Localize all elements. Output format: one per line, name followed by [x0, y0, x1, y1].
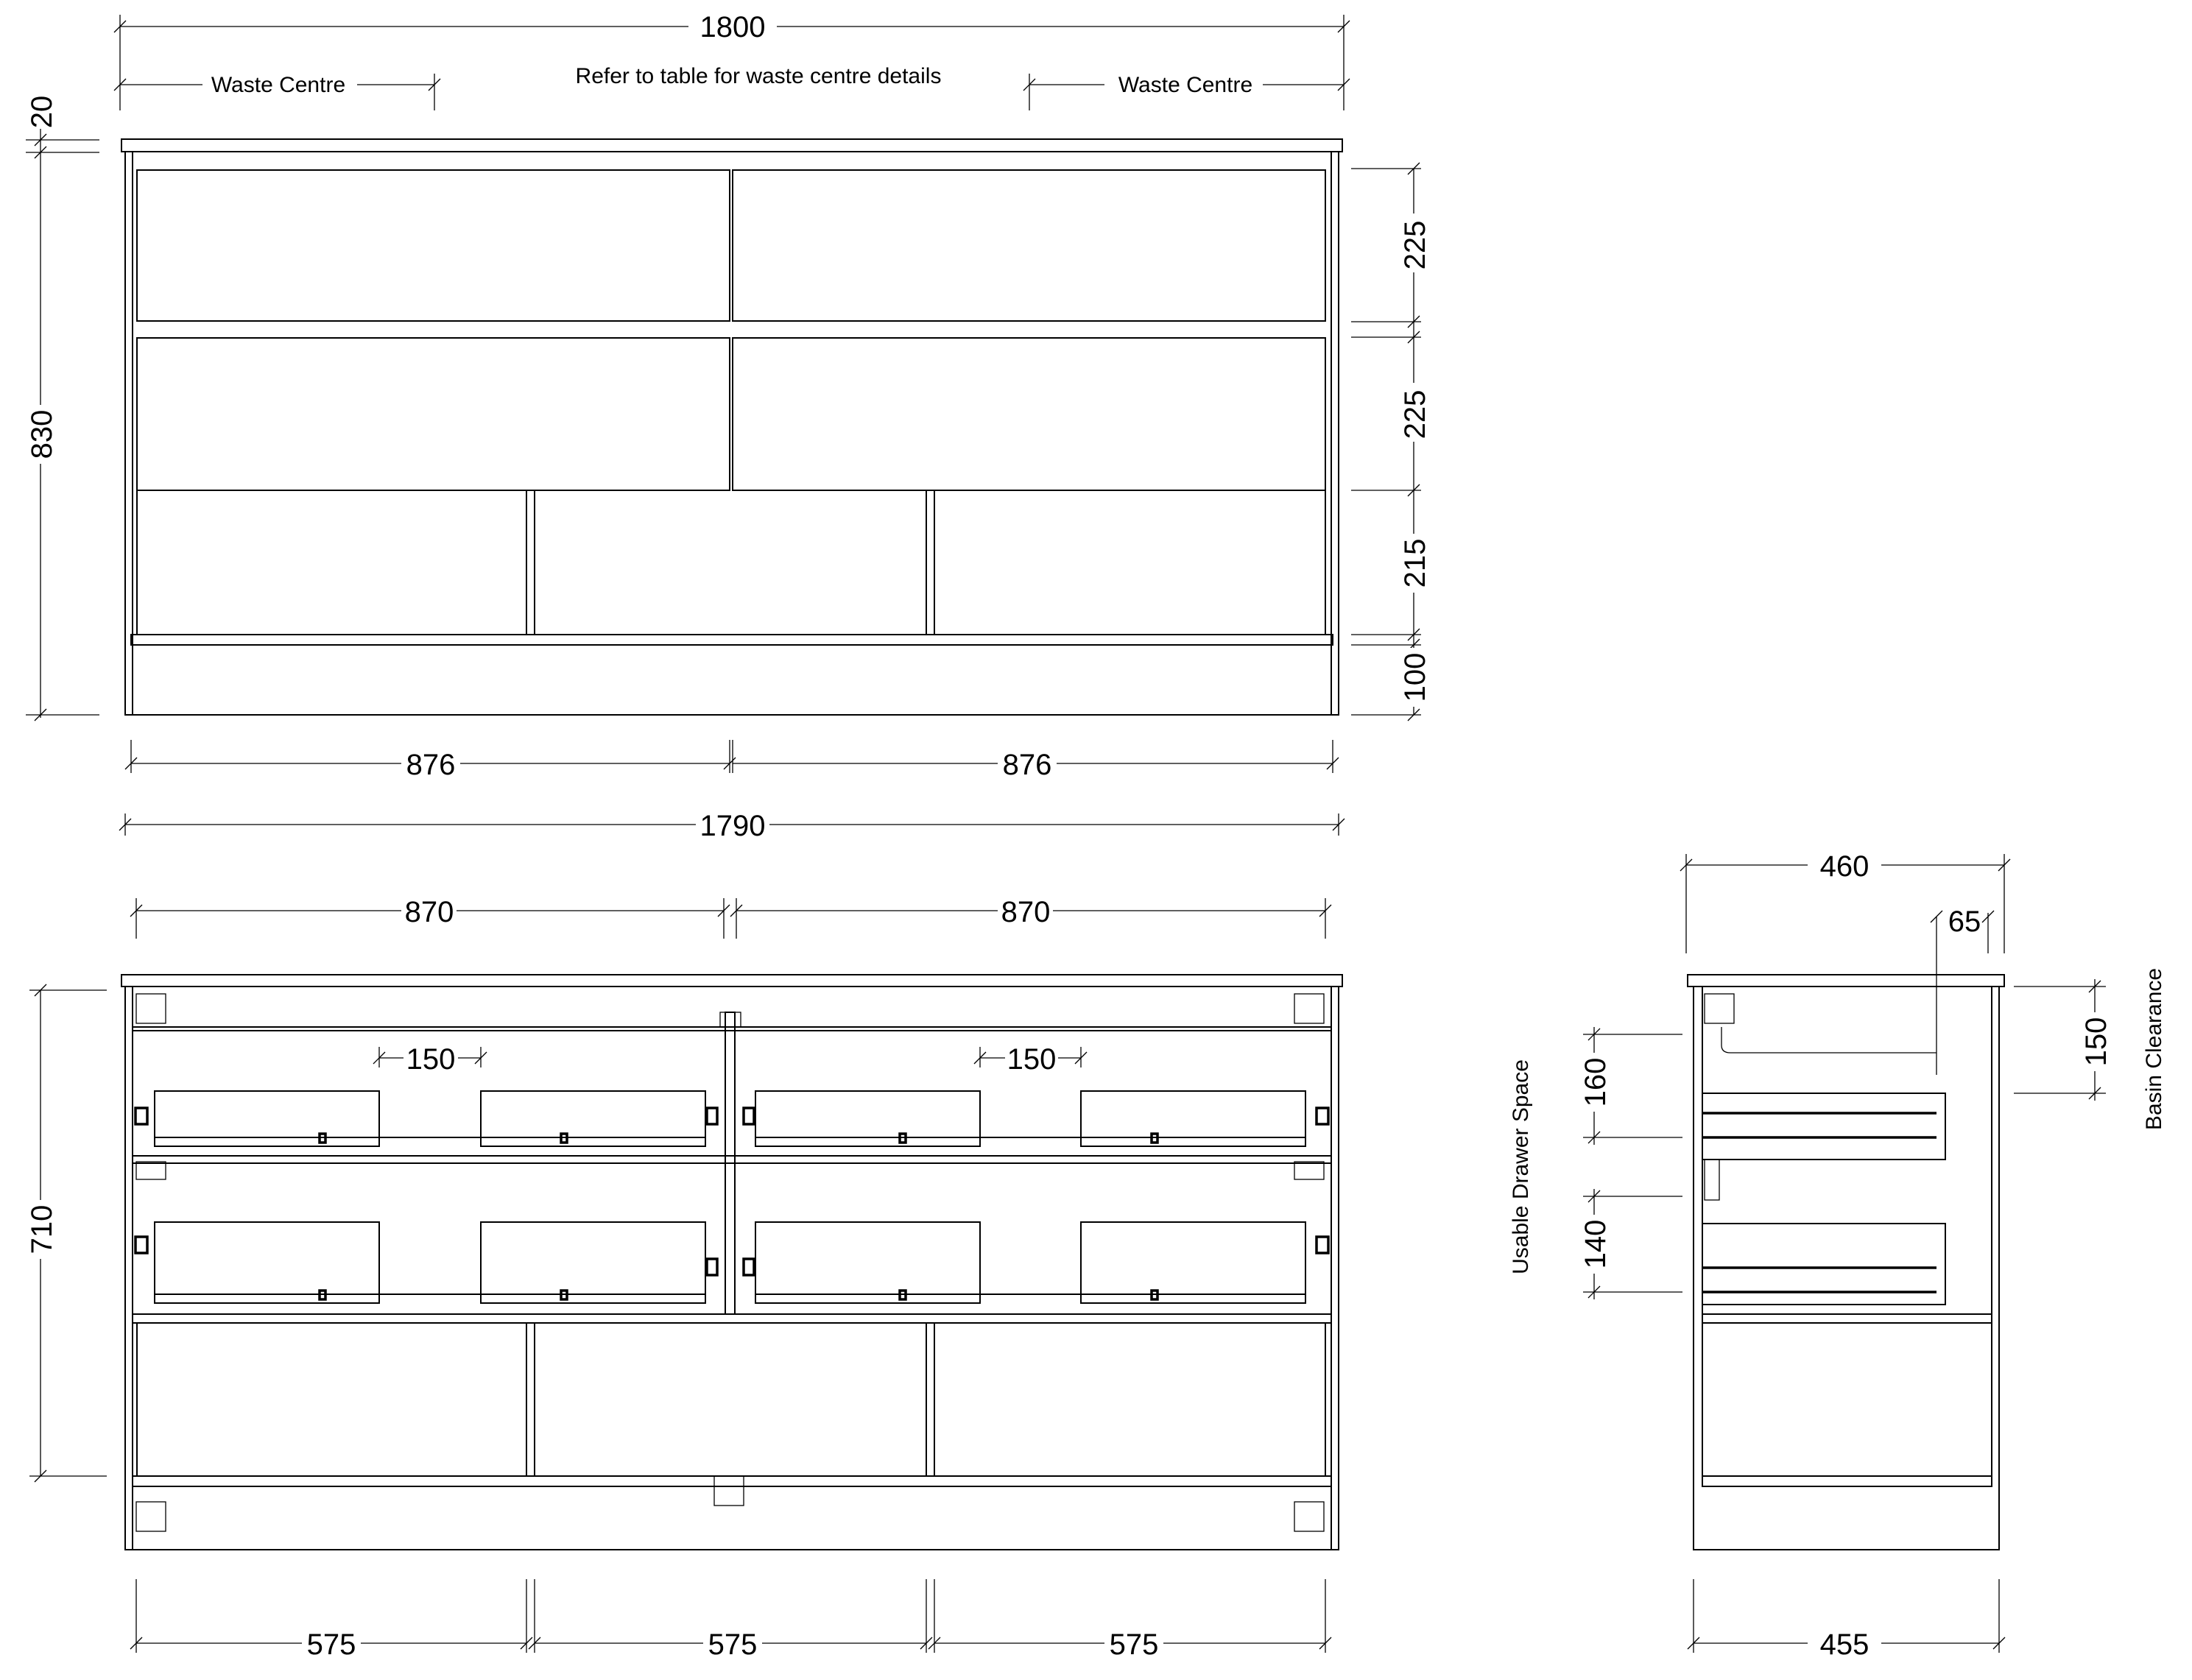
label-usable-drawer-space: Usable Drawer Space	[1509, 1059, 1533, 1274]
label-basin-clearance: Basin Clearance	[2142, 967, 2166, 1131]
dim-overall-width-top: 1800	[699, 11, 766, 43]
dim-side-depth-top: 460	[1819, 850, 1869, 883]
front-elevation	[26, 11, 1431, 842]
dim-waste-cutout-left: 150	[406, 1043, 456, 1076]
dim-half-width-right: 876	[1002, 749, 1052, 781]
label-waste-centre-right: Waste Centre	[1118, 73, 1253, 97]
dim-bay3-width: 575	[1109, 1628, 1159, 1661]
dim-bay1-width: 575	[306, 1628, 356, 1661]
dim-drawer2-usable: 140	[1579, 1219, 1612, 1269]
dim-waste-cutout-right: 150	[1007, 1043, 1057, 1076]
dim-basin-clearance: 150	[2080, 1017, 2112, 1067]
dim-drawer1-height: 225	[1399, 220, 1431, 270]
dim-internal-width-right: 870	[1001, 896, 1051, 928]
dim-internal-width-left: 870	[404, 896, 454, 928]
dim-top-thickness: 20	[26, 95, 58, 129]
dim-overall-height: 830	[26, 409, 58, 459]
dim-kick-height: 100	[1399, 652, 1431, 702]
dim-internal-height: 710	[26, 1204, 58, 1254]
dim-overall-width-bottom: 1790	[699, 810, 766, 842]
dim-open-shelf-height: 215	[1399, 538, 1431, 588]
dim-side-setback: 65	[1948, 906, 1981, 938]
dim-bay2-width: 575	[708, 1628, 758, 1661]
dim-half-width-left: 876	[406, 749, 456, 781]
drawer-runner-markers	[135, 994, 1328, 1531]
waste-centre-note: Refer to table for waste centre details	[575, 64, 942, 88]
dim-drawer1-usable: 160	[1579, 1057, 1612, 1107]
label-waste-centre-left: Waste Centre	[211, 73, 346, 97]
side-view	[1509, 850, 2166, 1661]
dim-drawer2-height: 225	[1399, 389, 1431, 440]
internal-view	[26, 896, 1342, 1661]
dim-side-depth-bottom: 455	[1819, 1628, 1869, 1661]
